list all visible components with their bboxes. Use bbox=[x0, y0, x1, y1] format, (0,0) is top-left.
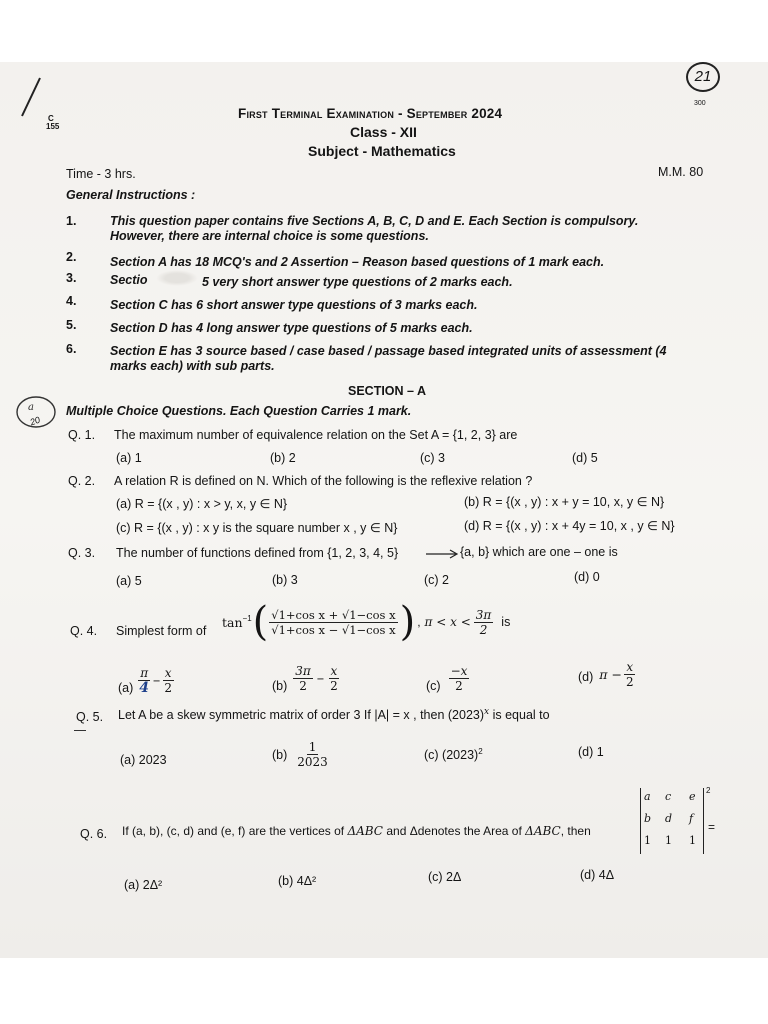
cond-numerator: 3π bbox=[475, 607, 492, 622]
det-1a: 1 bbox=[644, 834, 651, 847]
det-1c: 1 bbox=[689, 834, 696, 847]
bottom-margin bbox=[0, 958, 768, 1024]
q4-a-label: (a) bbox=[118, 680, 134, 695]
q5-b-d: 2023 bbox=[297, 755, 328, 769]
q4-d-n: x bbox=[626, 660, 634, 674]
circled-number-text: 21 bbox=[694, 68, 712, 85]
q6-text-c: denotes the Area of bbox=[417, 824, 522, 838]
det-b: b bbox=[644, 812, 652, 825]
q5-sup: x bbox=[484, 707, 490, 717]
exam-paper bbox=[0, 62, 768, 958]
q2-option-d: (d) R = {(x , y) : x + 4y = 10, x , y ∈ N} bbox=[464, 519, 675, 533]
det-e: e bbox=[689, 790, 696, 803]
instruction-6-number: 6. bbox=[66, 342, 77, 356]
q6-text bbox=[122, 824, 591, 838]
instruction-6-line2: marks each) with sub parts. bbox=[110, 359, 275, 373]
q3-option-b: (b) 3 bbox=[272, 573, 298, 587]
q4-option-d bbox=[578, 660, 636, 689]
q4-a-frac2 bbox=[162, 666, 174, 695]
q1-text: The maximum number of equivalence relation on the Set A = {1, 2, 3} are bbox=[114, 428, 518, 442]
instruction-1-line1: This question paper contains five Sections A, B, C, D and E. Each Section is compulsory. bbox=[110, 214, 639, 228]
q5-number: Q. 5. bbox=[76, 710, 104, 724]
right-paren: ) bbox=[399, 599, 416, 645]
q4-condition-fraction bbox=[474, 608, 494, 637]
q4-number: Q. 4. bbox=[70, 624, 98, 638]
pen-mark bbox=[14, 74, 44, 120]
q5-b-label: (b) bbox=[272, 747, 288, 762]
exam-title: First Terminal Examination - September 2024 bbox=[238, 106, 503, 121]
section-title: SECTION – A bbox=[348, 384, 427, 398]
q3-option-c: (c) 2 bbox=[424, 573, 449, 587]
q4-fraction bbox=[269, 608, 397, 637]
q6-option-d: (d) 4Δ bbox=[580, 868, 615, 882]
instruction-3-line1-start: Sectio bbox=[110, 273, 148, 287]
instruction-4-line1: Section C has 6 short answer type questions of 3 marks each. bbox=[110, 298, 478, 312]
q4-a-d2: 2 bbox=[164, 681, 172, 695]
q3-option-a: (a) 5 bbox=[116, 574, 142, 588]
q6-text-d: , then bbox=[560, 824, 591, 838]
q1-option-c: (c) 3 bbox=[420, 451, 445, 465]
q6-equals: = bbox=[708, 820, 716, 834]
q4-d-d: 2 bbox=[625, 675, 634, 689]
q4-expression bbox=[222, 599, 511, 645]
q4-b-frac1 bbox=[293, 664, 313, 693]
det-f: f bbox=[689, 812, 694, 825]
q4-d-label: (d) bbox=[578, 669, 594, 684]
q4-a-frac1 bbox=[137, 666, 151, 695]
instruction-6-line1: Section E has 3 source based / case based / passage based integrated units of assessment (4 bbox=[110, 344, 667, 358]
instruction-3-line1-end: 5 very short answer type questions of 2 marks each. bbox=[202, 275, 513, 289]
instructions-heading: General Instructions : bbox=[66, 188, 196, 202]
q5-b-n: 1 bbox=[308, 740, 317, 754]
q6-option-b: (b) 4Δ² bbox=[278, 874, 317, 888]
minus-sign: − bbox=[316, 671, 325, 686]
q2-option-c: (c) R = {(x , y) : x y is the square number x , y ∈ N} bbox=[116, 521, 398, 535]
q1-option-b: (b) 2 bbox=[270, 451, 296, 465]
q6-text-b: and bbox=[386, 824, 407, 838]
q4-c-n: −x bbox=[450, 664, 468, 678]
q4-c-frac bbox=[449, 664, 470, 693]
q5-b-frac bbox=[295, 740, 330, 769]
q2-number: Q. 2. bbox=[68, 474, 96, 488]
q4-b-d1: 2 bbox=[299, 679, 307, 693]
q2-option-a: (a) R = {(x , y) : x > y, x, y ∈ N} bbox=[116, 497, 288, 511]
max-marks-label: M.M. 80 bbox=[658, 165, 704, 179]
det-d: d bbox=[665, 812, 673, 825]
long-arrow-icon bbox=[425, 548, 459, 560]
section-subtitle: Multiple Choice Questions. Each Question Carries 1 mark. bbox=[66, 404, 412, 418]
svg-text:a: a bbox=[28, 402, 34, 413]
q6-delta: Δ bbox=[409, 824, 418, 838]
q4-b-frac2 bbox=[328, 664, 340, 693]
q5-text-main: Let A be a skew symmetric matrix of order 3 If |A| = x , then (2023) bbox=[118, 708, 485, 723]
q3-text-end: {a, b} which are one – one is bbox=[460, 545, 618, 559]
small-number: 300 bbox=[694, 100, 706, 107]
q1-number: Q. 1. bbox=[68, 428, 96, 442]
tan-function: tan bbox=[222, 614, 243, 630]
q5-option-b bbox=[272, 740, 330, 769]
inverse-superscript: −1 bbox=[242, 614, 252, 623]
faded-smudge bbox=[156, 270, 198, 286]
q4-numerator: √1+cos x + √1−cos x bbox=[271, 607, 396, 622]
instruction-5-number: 5. bbox=[66, 318, 77, 332]
q4-b-label: (b) bbox=[272, 678, 288, 693]
q4-option-b bbox=[272, 664, 340, 693]
q4-d-pre: π − bbox=[599, 667, 622, 682]
q5-tail: is equal to bbox=[492, 708, 550, 723]
q2-option-b: (b) R = {(x , y) : x + y = 10, x, y ∈ N} bbox=[464, 495, 665, 509]
q4-condition: π < x < bbox=[424, 615, 471, 629]
q4-tail: is bbox=[501, 615, 511, 629]
circled-page-number bbox=[686, 62, 720, 92]
q5-option-a: (a) 2023 bbox=[120, 753, 167, 767]
q4-b-n1: 3π bbox=[295, 664, 311, 678]
instruction-2-line1: Section A has 18 MCQ's and 2 Assertion – Reason based questions of 1 mark each. bbox=[110, 255, 605, 269]
q4-d-frac bbox=[624, 660, 636, 689]
instruction-1-number: 1. bbox=[66, 214, 77, 228]
paper-code-number: 155 bbox=[46, 122, 60, 131]
paper-code-c: C bbox=[48, 114, 54, 123]
q6-triangle2: ΔABC bbox=[525, 824, 561, 838]
q5-c-text: (c) (2023) bbox=[424, 748, 479, 763]
q4-denominator: √1+cos x − √1−cos x bbox=[271, 622, 396, 637]
time-label: Time - 3 hrs. bbox=[66, 167, 136, 181]
instruction-3-number: 3. bbox=[66, 271, 77, 285]
subject-heading: Subject - Mathematics bbox=[308, 143, 456, 159]
q4-b-d2: 2 bbox=[330, 679, 338, 693]
q4-a-d1: 4 bbox=[139, 680, 150, 696]
q5-text bbox=[118, 707, 550, 722]
left-paren: ( bbox=[252, 599, 269, 645]
q6-determinant bbox=[640, 788, 704, 854]
q1-option-a: (a) 1 bbox=[116, 451, 142, 465]
q6-option-c: (c) 2Δ bbox=[428, 870, 462, 884]
det-c: c bbox=[665, 790, 672, 803]
q6-triangle1: ΔABC bbox=[347, 824, 383, 838]
instruction-5-line1: Section D has 4 long answer type questions of 5 marks each. bbox=[110, 321, 473, 335]
q4-a-n2: x bbox=[164, 666, 172, 680]
q4-c-label: (c) bbox=[426, 678, 441, 693]
q1-option-d: (d) 5 bbox=[572, 451, 598, 465]
comma: , bbox=[417, 615, 421, 629]
q5-option-c bbox=[424, 747, 483, 762]
q3-text-start: The number of functions defined from {1, 2, 3, 4, 5} bbox=[116, 546, 399, 560]
q4-c-d: 2 bbox=[455, 679, 463, 693]
q4-a-n1: π bbox=[140, 666, 149, 680]
q6-power: 2 bbox=[706, 786, 711, 795]
q2-text: A relation R is defined on N. Which of the following is the reflexive relation ? bbox=[114, 474, 533, 488]
det-a: a bbox=[644, 790, 651, 803]
minus-sign: − bbox=[153, 673, 161, 688]
margin-note-text: 20 bbox=[28, 414, 42, 428]
instruction-1-line2: However, there are internal choice is some questions. bbox=[110, 229, 429, 243]
q5-option-d: (d) 1 bbox=[578, 745, 604, 759]
q3-option-d: (d) 0 bbox=[574, 570, 600, 584]
q4-text: Simplest form of bbox=[116, 624, 207, 638]
q3-number: Q. 3. bbox=[68, 546, 96, 560]
q6-option-a: (a) 2Δ² bbox=[124, 878, 163, 892]
det-1b: 1 bbox=[665, 834, 672, 847]
instruction-2-number: 2. bbox=[66, 250, 77, 264]
q6-number: Q. 6. bbox=[80, 827, 108, 841]
cond-denominator: 2 bbox=[479, 622, 488, 637]
q5-number-underline bbox=[74, 730, 86, 731]
q6-text-a: If (a, b), (c, d) and (e, f) are the vertices of bbox=[122, 824, 345, 838]
q4-option-a bbox=[118, 666, 174, 695]
class-heading: Class - XII bbox=[350, 124, 417, 140]
instruction-4-number: 4. bbox=[66, 294, 77, 308]
q5-c-sup: 2 bbox=[478, 747, 483, 756]
q4-option-c bbox=[426, 664, 469, 693]
q4-b-n2: x bbox=[330, 664, 338, 678]
